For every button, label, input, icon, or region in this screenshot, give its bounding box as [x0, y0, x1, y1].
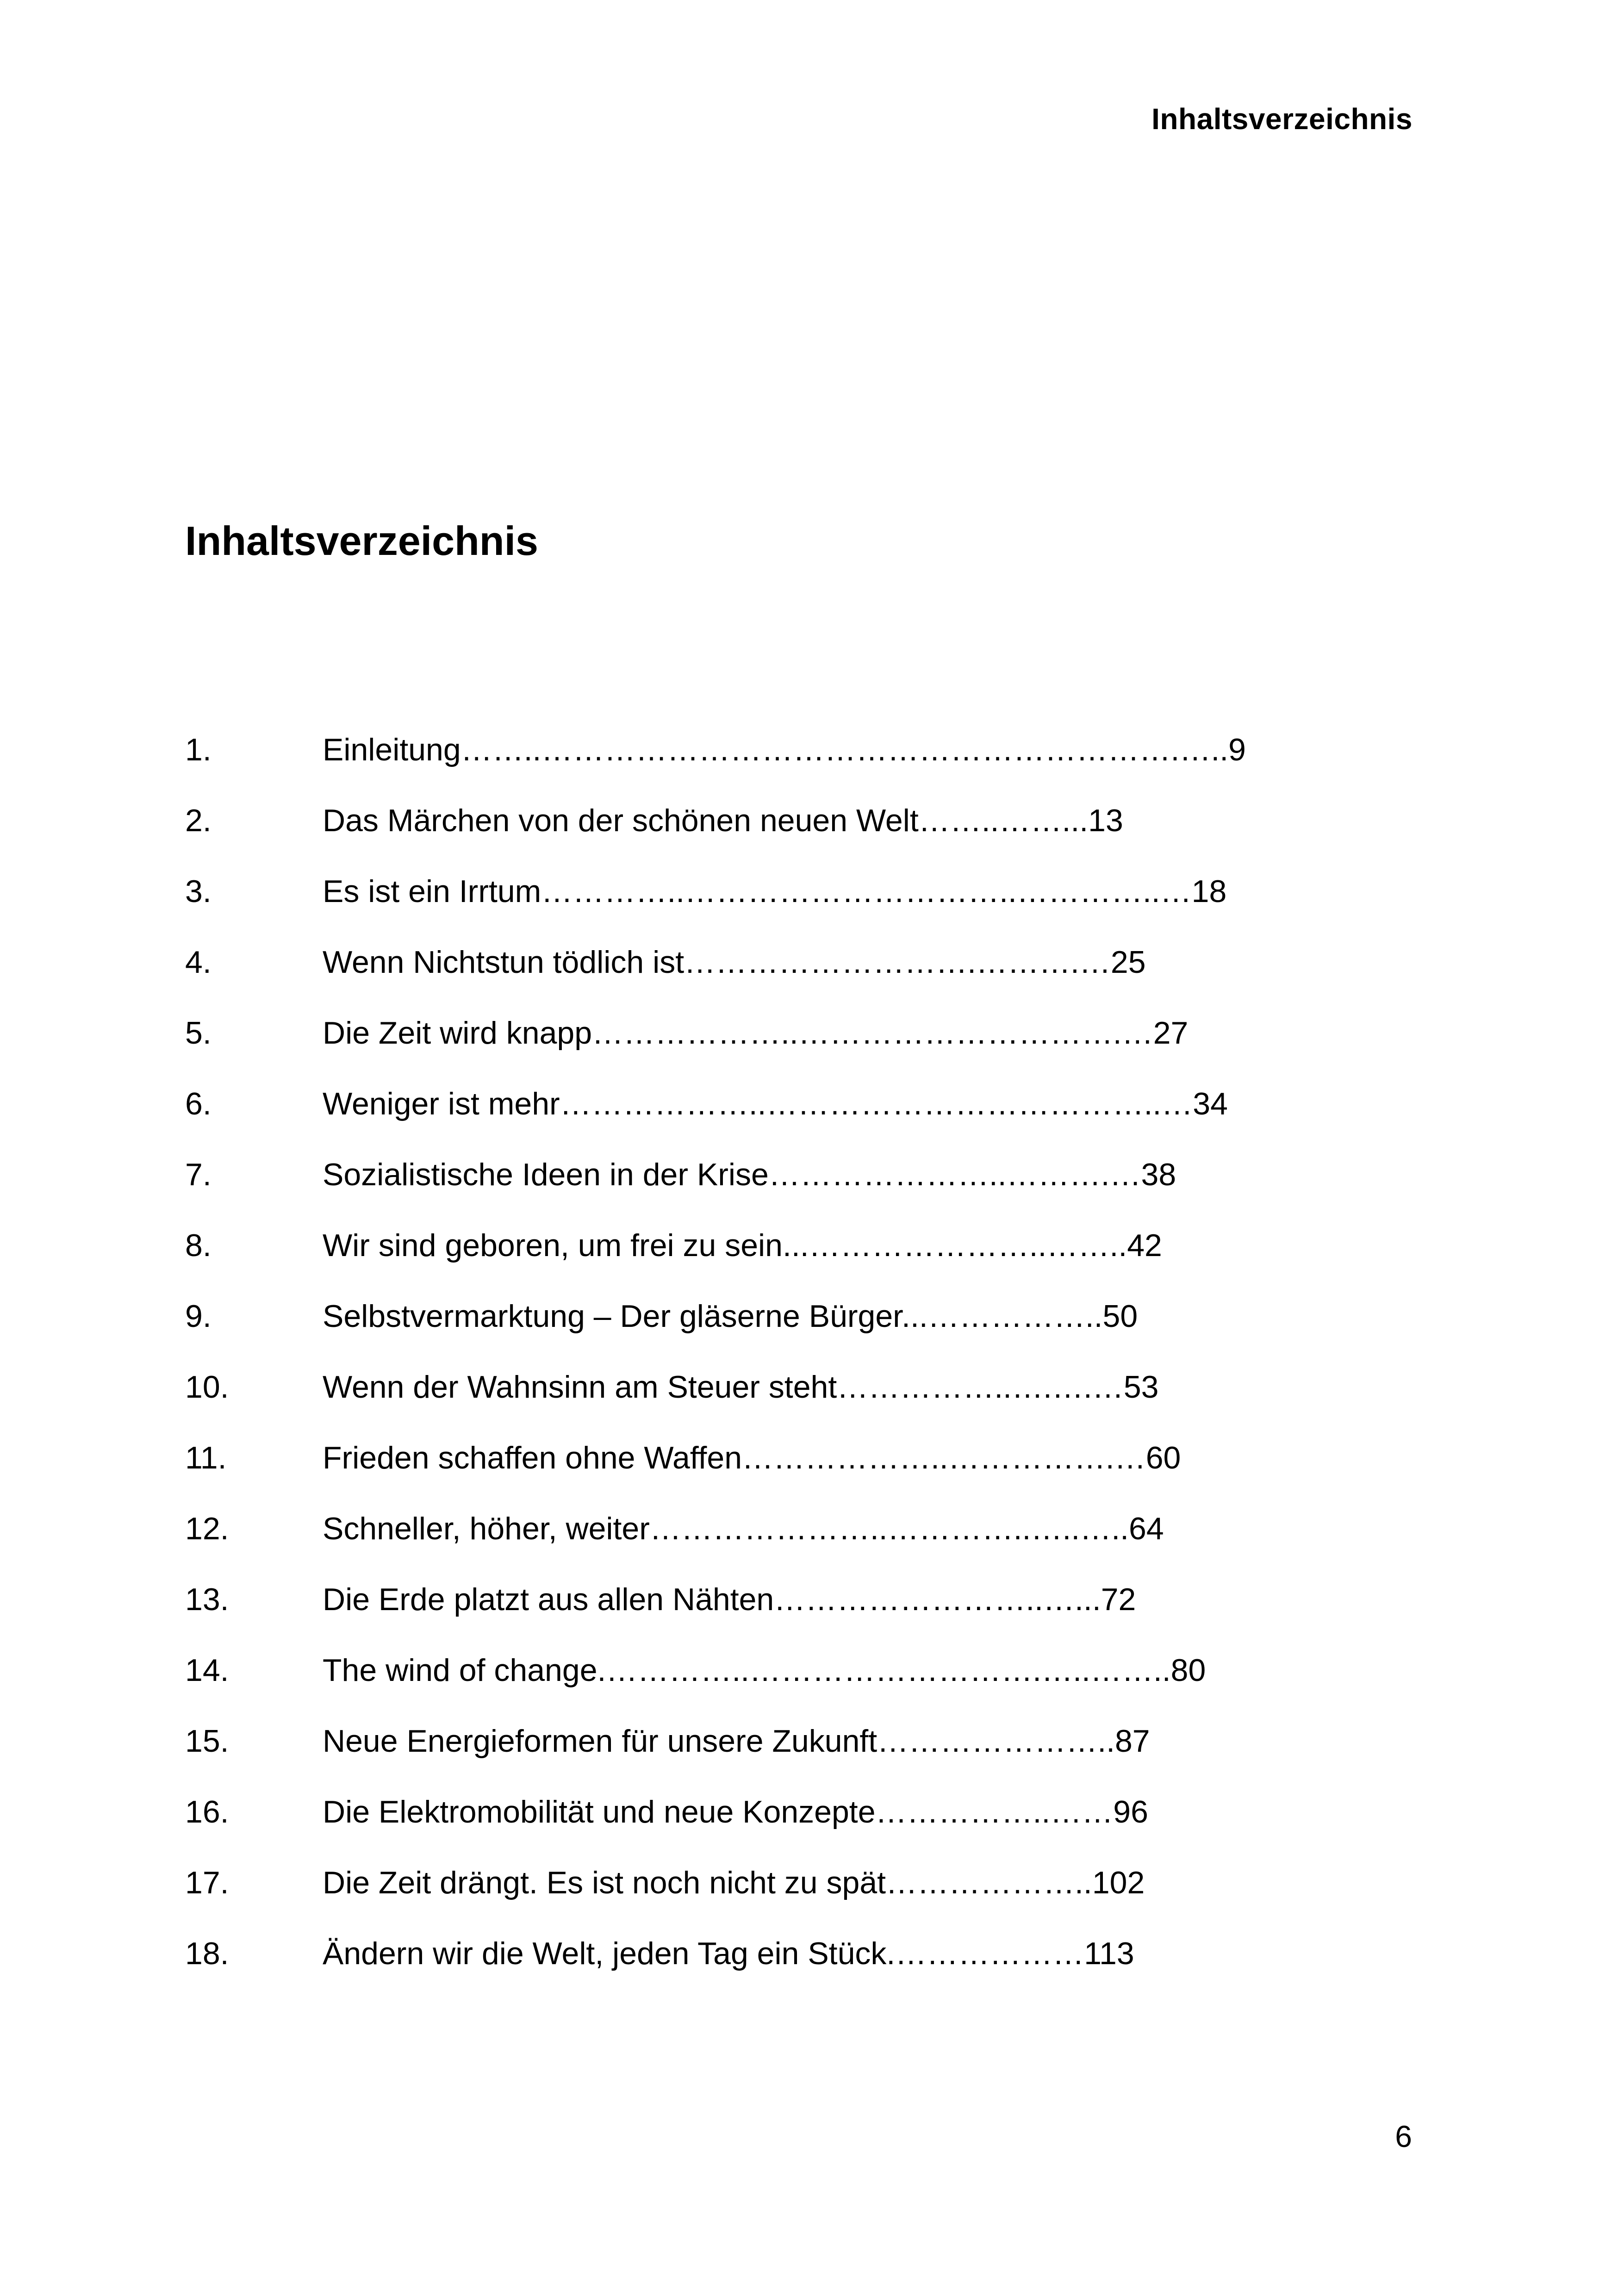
- toc-entry-number: 9.: [185, 1299, 212, 1334]
- toc-entry: [185, 1364, 1250, 1435]
- toc-entry-number: 6.: [185, 1086, 212, 1121]
- toc-entry-text: Weniger ist mehr………………..………………………………..…34: [323, 1086, 1228, 1121]
- toc-entry-text: Die Elektromobilität und neue Konzepte……………..……96: [323, 1794, 1148, 1829]
- toc-entry-number: 14.: [185, 1653, 229, 1688]
- toc-entry-number: 4.: [185, 945, 212, 980]
- toc-entry-text: Wir sind geboren, um frei zu sein...…………………..……..42: [323, 1228, 1162, 1263]
- toc-entry: [185, 797, 1250, 868]
- toc-entry-number: 15.: [185, 1724, 229, 1759]
- toc-entry-number: 13.: [185, 1582, 229, 1617]
- toc-entry-text: Wenn Nichtstun tödlich ist……………………….……….…25: [323, 945, 1146, 980]
- running-header: Inhaltsverzeichnis: [1151, 102, 1413, 136]
- toc-entry-number: 16.: [185, 1794, 229, 1829]
- toc-entry: [185, 1506, 1250, 1576]
- toc-entry-text: Die Erde platzt aus allen Nähten……………………..…...72: [323, 1582, 1136, 1617]
- toc-entry: [185, 1435, 1250, 1506]
- toc-entry-text: The wind of change.…………..……………………….…..……..80: [323, 1653, 1206, 1688]
- toc-entry: [185, 1010, 1250, 1081]
- toc-entry: [185, 1718, 1250, 1789]
- toc-entry: [185, 1576, 1250, 1647]
- page-title: Inhaltsverzeichnis: [185, 518, 538, 564]
- toc-entry: [185, 1860, 1250, 1930]
- toc-entry-number: 11.: [185, 1440, 227, 1475]
- toc-entry: [185, 1647, 1250, 1718]
- toc-entry-text: Sozialistische Ideen in der Krise…………………..……….…38: [323, 1157, 1176, 1192]
- toc-entry-text: Schneller, höher, weiter…………………..…………..…..…..64: [323, 1511, 1164, 1546]
- toc-entry-text: Das Märchen von der schönen neuen Welt……..……...13: [323, 803, 1123, 838]
- toc-entry-number: 10.: [185, 1369, 229, 1405]
- toc-entry-number: 7.: [185, 1157, 212, 1192]
- page-number: 6: [1395, 2119, 1412, 2153]
- toc-entry-number: 3.: [185, 874, 212, 909]
- toc-entry: [185, 1930, 1250, 2001]
- toc-entry-number: 1.: [185, 732, 212, 767]
- toc-entry-text: Einleitung……..…………………………………………………….…..9: [323, 732, 1246, 767]
- toc-entry: [185, 1081, 1250, 1151]
- toc-entry: [185, 939, 1250, 1010]
- toc-entry-text: Ändern wir die Welt, jeden Tag ein Stück.………………113: [323, 1936, 1134, 1971]
- toc-entry-number: 18.: [185, 1936, 229, 1971]
- toc-entry: [185, 868, 1250, 939]
- toc-entry-text: Die Zeit drängt. Es ist noch nicht zu spät………………..102: [323, 1865, 1145, 1900]
- toc-entry-text: Selbstvermarktung – Der gläserne Bürger...……………..50: [323, 1299, 1138, 1334]
- toc-entry-number: 2.: [185, 803, 212, 838]
- toc-entry-number: 8.: [185, 1228, 212, 1263]
- toc-entry: [185, 1151, 1250, 1222]
- toc-entry-text: Die Zeit wird knapp………………..………………………….…27: [323, 1015, 1189, 1051]
- table-of-contents: [185, 727, 1250, 2001]
- toc-entry-text: Frieden schaffen ohne Waffen………………..…………….…60: [323, 1440, 1181, 1475]
- toc-entry: [185, 1789, 1250, 1860]
- toc-entry-number: 17.: [185, 1865, 229, 1900]
- toc-entry-number: 12.: [185, 1511, 229, 1546]
- toc-entry: [185, 1293, 1250, 1364]
- toc-entry-text: Es ist ein Irrtum…………..…………………………..…………..…18: [323, 874, 1227, 909]
- toc-entry: [185, 727, 1250, 797]
- toc-entry: [185, 1222, 1250, 1293]
- toc-entry-text: Wenn der Wahnsinn am Steuer steht……………..….….…53: [323, 1369, 1159, 1405]
- toc-entry-number: 5.: [185, 1015, 212, 1051]
- toc-entry-text: Neue Energieformen für unsere Zukunft…………………..87: [323, 1724, 1150, 1759]
